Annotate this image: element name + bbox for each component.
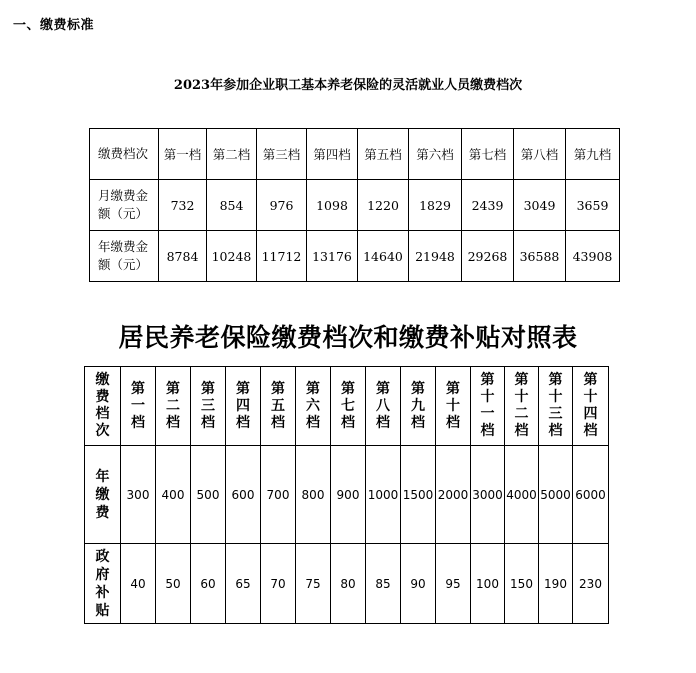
- table-cell: 60: [191, 544, 226, 624]
- table-row: [85, 367, 609, 446]
- section-heading: 一、缴费标准: [13, 18, 95, 33]
- table-cell: 700: [261, 446, 296, 544]
- table-row: [90, 231, 620, 282]
- column-header-text: 第六档: [305, 380, 320, 431]
- column-header-cell: [401, 367, 436, 446]
- column-header-cell: [296, 367, 331, 446]
- table-cell: 75: [296, 544, 331, 624]
- row-label-cell: [85, 446, 121, 544]
- table-cell: 1829: [409, 180, 462, 231]
- table-cell: 3000: [471, 446, 505, 544]
- table-cell: 976: [257, 180, 307, 231]
- column-header-text: 第九档: [410, 380, 425, 431]
- column-header-cell: [331, 367, 366, 446]
- table-cell: 100: [471, 544, 505, 624]
- table-cell: 732: [159, 180, 207, 231]
- table-row: [85, 446, 609, 544]
- column-header-cell: [573, 367, 609, 446]
- table-cell: 230: [573, 544, 609, 624]
- row-label-text: 政府补贴: [95, 548, 110, 619]
- table-cell: 8784: [159, 231, 207, 282]
- column-header-text: 第八档: [375, 380, 390, 431]
- column-header-text: 第二档: [165, 380, 180, 431]
- header-label-cell: 缴费档次: [90, 129, 159, 180]
- table-cell: 2000: [436, 446, 471, 544]
- row-label-text: 年缴费: [95, 468, 110, 521]
- table-cell: 36588: [514, 231, 566, 282]
- table-cell: 1098: [307, 180, 358, 231]
- table-cell: 43908: [566, 231, 620, 282]
- row-label-cell: [85, 544, 121, 624]
- table-cell: 21948: [409, 231, 462, 282]
- column-header-cell: [539, 367, 573, 446]
- column-header-cell: 第九档: [566, 129, 620, 180]
- column-header-text: 第三档: [200, 380, 215, 431]
- column-header-text: 第十一档: [480, 372, 495, 439]
- table-cell: 900: [331, 446, 366, 544]
- column-header-cell: 第八档: [514, 129, 566, 180]
- table-cell: 90: [401, 544, 436, 624]
- flexible-employment-contribution-table: [89, 128, 620, 282]
- column-header-text: 第五档: [270, 380, 285, 431]
- table-cell: 95: [436, 544, 471, 624]
- table-cell: 3049: [514, 180, 566, 231]
- column-header-cell: 第四档: [307, 129, 358, 180]
- table-cell: 1000: [366, 446, 401, 544]
- table-cell: 150: [505, 544, 539, 624]
- table-cell: 10248: [207, 231, 257, 282]
- table-cell: 70: [261, 544, 296, 624]
- column-header-text: 第四档: [235, 380, 250, 431]
- table-row: [90, 129, 620, 180]
- row-label-cell: 月缴费金额（元）: [90, 180, 159, 231]
- table-cell: 85: [366, 544, 401, 624]
- table-cell: 854: [207, 180, 257, 231]
- row-label-cell: 年缴费金额（元）: [90, 231, 159, 282]
- table-cell: 190: [539, 544, 573, 624]
- table-cell: 13176: [307, 231, 358, 282]
- table-cell: 500: [191, 446, 226, 544]
- column-header-cell: 第三档: [257, 129, 307, 180]
- column-header-cell: 第六档: [409, 129, 462, 180]
- table-cell: 5000: [539, 446, 573, 544]
- column-header-cell: [436, 367, 471, 446]
- table-cell: 65: [226, 544, 261, 624]
- table-cell: 14640: [358, 231, 409, 282]
- column-header-cell: [191, 367, 226, 446]
- table-cell: 600: [226, 446, 261, 544]
- table2-caption: 居民养老保险缴费档次和缴费补贴对照表: [118, 323, 578, 352]
- table-cell: 2439: [462, 180, 514, 231]
- column-header-cell: [471, 367, 505, 446]
- column-header-cell: [226, 367, 261, 446]
- column-header-text: 第七档: [340, 380, 355, 431]
- table-cell: 300: [121, 446, 156, 544]
- column-header-cell: [366, 367, 401, 446]
- column-header-cell: [261, 367, 296, 446]
- header-label-cell: [85, 367, 121, 446]
- column-header-cell: 第五档: [358, 129, 409, 180]
- header-label-text: 缴费档次: [95, 372, 110, 439]
- table-cell: 29268: [462, 231, 514, 282]
- table-cell: 4000: [505, 446, 539, 544]
- table-row: [90, 180, 620, 231]
- table-cell: 11712: [257, 231, 307, 282]
- table-cell: 400: [156, 446, 191, 544]
- column-header-text: 第十二档: [514, 372, 529, 439]
- column-header-cell: [156, 367, 191, 446]
- table-cell: 80: [331, 544, 366, 624]
- table-cell: 1220: [358, 180, 409, 231]
- column-header-cell: [505, 367, 539, 446]
- table-cell: 6000: [573, 446, 609, 544]
- resident-pension-subsidy-table: [84, 366, 609, 624]
- column-header-text: 第十四档: [583, 372, 598, 439]
- column-header-text: 第十三档: [548, 372, 563, 439]
- table-cell: 1500: [401, 446, 436, 544]
- column-header-text: 第十档: [445, 380, 460, 431]
- column-header-cell: 第二档: [207, 129, 257, 180]
- table-cell: 50: [156, 544, 191, 624]
- table-cell: 800: [296, 446, 331, 544]
- table-cell: 3659: [566, 180, 620, 231]
- table-row: [85, 544, 609, 624]
- column-header-cell: 第七档: [462, 129, 514, 180]
- table-cell: 40: [121, 544, 156, 624]
- column-header-cell: [121, 367, 156, 446]
- column-header-cell: 第一档: [159, 129, 207, 180]
- column-header-text: 第一档: [130, 380, 145, 431]
- table1-caption: 2023年参加企业职工基本养老保险的灵活就业人员缴费档次: [173, 78, 523, 93]
